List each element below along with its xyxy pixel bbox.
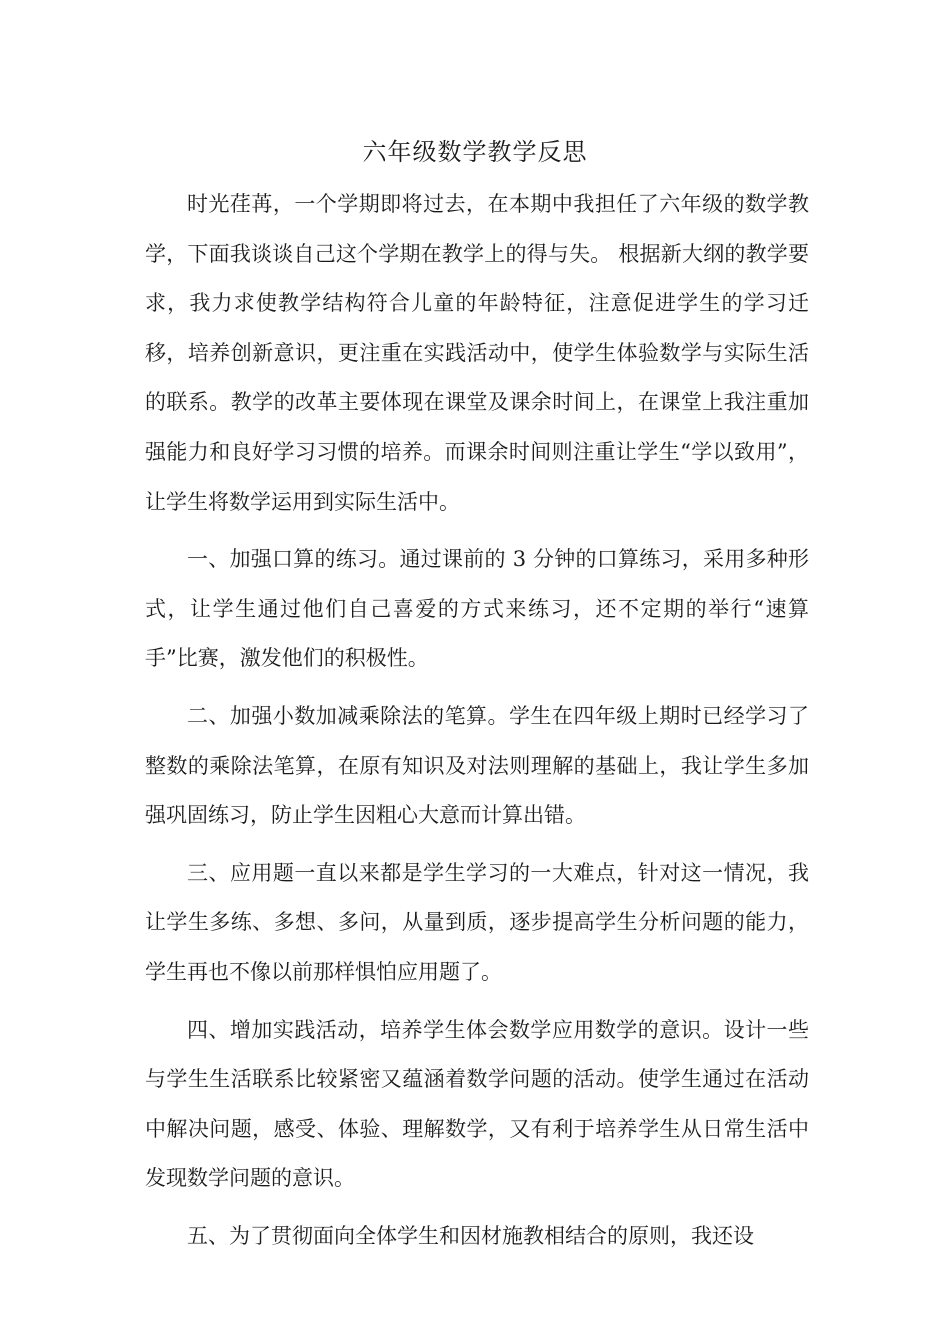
paragraph-1: 一、加强口算的练习。通过课前的 3 分钟的口算练习，采用多种形式，让学生通过他们自己喜爱的方式来练习，还不定期的举行“速算手”比赛，激发他们的积极性。 — [145, 547, 809, 671]
paragraph-2: 二、加强小数加减乘除法的笔算。学生在四年级上期时已经学习了整数的乘除法笔算，在原有知识及对法则理解的基础上，我让学生多加强巩固练习，防止学生因粗心大意而计算出错。 — [145, 703, 809, 828]
paragraph-intro: 时光荏苒，一个学期即将过去，在本期中我担任了六年级的数学教学，下面我谈谈自己这个学期在教学上的得与失。 根据新大纲的教学要求，我力求使教学结构符合儿童的年龄特征，注意促进学生的学习迁移，培养创新意识，更注重在实践活动中，使学生体验数学与实际生活的联系。教学的改革主要体现在课堂及课余时间上，在课堂上我注重加强能力和良好学习习惯的培养。而课余时间则注重让学生“学以致用”，让学生将数学运用到实际生活中。 — [145, 192, 809, 514]
document-body — [145, 180, 809, 1269]
paragraph-3: 三、应用题一直以来都是学生学习的一大难点，针对这一情况，我让学生多练、多想、多问，从量到质，逐步提高学生分析问题的能力，学生再也不像以前那样惧怕应用题了。 — [145, 860, 809, 984]
document-title: 六年级数学教学反思 — [362, 138, 588, 166]
paragraph-5: 五、为了贯彻面向全体学生和因材施教相结合的原则，我还设 — [187, 1223, 754, 1248]
paragraph-4: 四、增加实践活动，培养学生体会数学应用数学的意识。设计一些与学生生活联系比较紧密又蕴涵着数学问题的活动。使学生通过在活动中解决问题，感受、体验、理解数学，又有利于培养学生从日常生活中发现数学问题的意识。 — [145, 1017, 809, 1191]
